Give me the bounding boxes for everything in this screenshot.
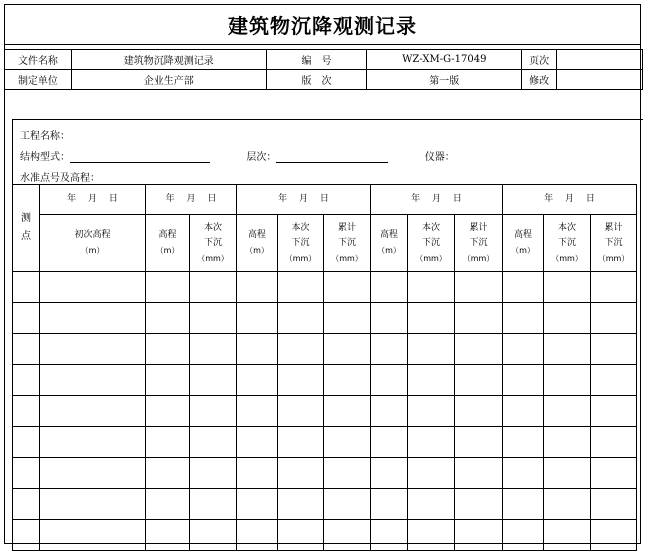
table-cell[interactable] [591, 520, 637, 551]
table-cell[interactable] [455, 365, 503, 396]
table-cell[interactable] [146, 489, 190, 520]
table-cell[interactable] [190, 303, 237, 334]
unit-mm-label: （mm） [551, 253, 583, 263]
elevation-label: 高程 [513, 230, 532, 240]
table-cell[interactable] [278, 334, 324, 365]
number-value: WZ-XM-G-17049 [367, 50, 522, 70]
table-cell[interactable] [237, 365, 278, 396]
date-row [13, 185, 637, 215]
table-cell[interactable] [13, 520, 40, 551]
table-cell[interactable] [278, 272, 324, 303]
table-cell[interactable] [544, 303, 591, 334]
table-cell[interactable] [13, 303, 40, 334]
table-cell[interactable] [324, 303, 371, 334]
table-cell[interactable] [278, 458, 324, 489]
table-cell[interactable] [324, 334, 371, 365]
table-cell[interactable] [455, 427, 503, 458]
table-cell[interactable] [324, 458, 371, 489]
structure-info-row [20, 148, 455, 163]
unit-m-label: （m） [377, 246, 401, 255]
unit-value: 企业生产部 [71, 70, 266, 90]
current-settle-header-2 [278, 215, 324, 272]
file-name-value: 建筑物沉降观测记录 [71, 50, 266, 70]
table-cell[interactable] [455, 334, 503, 365]
table-cell[interactable] [591, 396, 637, 427]
current-settle-label: 本次下沉 [421, 222, 440, 248]
table-cell[interactable] [40, 334, 146, 365]
table-cell[interactable] [146, 272, 190, 303]
table-cell[interactable] [503, 303, 544, 334]
table-cell[interactable] [544, 365, 591, 396]
table-cell[interactable] [40, 520, 146, 551]
date-cell-3: 年 月 日 [237, 185, 371, 215]
table-cell[interactable] [13, 396, 40, 427]
cumulative-settle-header-4 [591, 215, 637, 272]
point-label: 测点 [21, 213, 31, 242]
table-cell[interactable] [544, 489, 591, 520]
table-row [13, 489, 637, 520]
table-cell[interactable] [408, 334, 455, 365]
table-cell[interactable] [278, 396, 324, 427]
first-elevation-label: 初次高程 [74, 230, 111, 240]
elevation-label: 高程 [247, 230, 266, 240]
table-row [13, 520, 637, 551]
table-cell[interactable] [408, 365, 455, 396]
table-row [13, 334, 637, 365]
table-cell[interactable] [146, 427, 190, 458]
table-cell[interactable] [190, 365, 237, 396]
table-cell[interactable] [371, 303, 408, 334]
table-cell[interactable] [278, 489, 324, 520]
elevation-header-4 [503, 215, 544, 272]
table-cell[interactable] [278, 303, 324, 334]
table-cell[interactable] [40, 489, 146, 520]
table-cell[interactable] [503, 272, 544, 303]
table-cell[interactable] [13, 272, 40, 303]
table-cell[interactable] [13, 427, 40, 458]
point-header [13, 185, 40, 272]
current-settle-header-3 [408, 215, 455, 272]
table-cell[interactable] [237, 427, 278, 458]
page-value [557, 50, 643, 70]
revision-label: 修改 [522, 70, 557, 90]
structure-type-label: 结构型式： [20, 152, 70, 163]
header-row-1 [5, 50, 643, 70]
table-cell[interactable] [324, 365, 371, 396]
floor-label: 层次： [246, 152, 277, 163]
table-cell[interactable] [237, 396, 278, 427]
table-cell[interactable] [371, 458, 408, 489]
table-cell[interactable] [190, 458, 237, 489]
revision-value [557, 70, 643, 90]
table-cell[interactable] [408, 303, 455, 334]
number-label: 编 号 [266, 50, 367, 70]
table-cell[interactable] [591, 272, 637, 303]
cumulative-settle-label: 累计下沉 [469, 222, 488, 248]
table-cell[interactable] [237, 334, 278, 365]
structure-type-line [70, 151, 210, 163]
document-frame [4, 4, 641, 544]
unit-m-label: （m） [245, 246, 269, 255]
table-cell[interactable] [371, 272, 408, 303]
table-cell[interactable] [371, 520, 408, 551]
table-row [13, 272, 637, 303]
table-cell[interactable] [190, 396, 237, 427]
table-cell[interactable] [591, 365, 637, 396]
table-cell[interactable] [408, 396, 455, 427]
table-cell[interactable] [503, 520, 544, 551]
table-cell[interactable] [40, 396, 146, 427]
current-settle-label: 本次下沉 [203, 222, 222, 248]
current-settle-header-1 [190, 215, 237, 272]
table-cell[interactable] [408, 458, 455, 489]
table-cell[interactable] [503, 396, 544, 427]
table-cell[interactable] [190, 427, 237, 458]
table-cell[interactable] [13, 489, 40, 520]
table-cell[interactable] [278, 365, 324, 396]
table-cell[interactable] [237, 458, 278, 489]
version-value: 第一版 [367, 70, 522, 90]
table-cell[interactable] [324, 427, 371, 458]
table-cell[interactable] [190, 334, 237, 365]
table-cell[interactable] [146, 396, 190, 427]
file-name-label: 文件名称 [5, 50, 72, 70]
table-cell[interactable] [503, 427, 544, 458]
blank-rows [13, 272, 637, 551]
table-cell[interactable] [544, 396, 591, 427]
elevation-label: 高程 [379, 230, 398, 240]
table-cell[interactable] [146, 520, 190, 551]
table-cell[interactable] [371, 489, 408, 520]
table-row [13, 427, 637, 458]
date-cell-4: 年 月 日 [371, 185, 503, 215]
unit-mm-label: （mm） [197, 253, 229, 263]
table-cell[interactable] [146, 365, 190, 396]
table-cell[interactable] [544, 334, 591, 365]
table-cell[interactable] [13, 334, 40, 365]
table-row [13, 303, 637, 334]
table-row [13, 396, 637, 427]
table-cell[interactable] [40, 303, 146, 334]
unit-label: 制定单位 [5, 70, 72, 90]
current-settle-header-4 [544, 215, 591, 272]
date-cell-5: 年 月 日 [503, 185, 637, 215]
table-cell[interactable] [146, 303, 190, 334]
table-cell[interactable] [40, 272, 146, 303]
project-name-label: 工程名称： [20, 131, 70, 142]
table-cell[interactable] [455, 303, 503, 334]
table-cell[interactable] [408, 427, 455, 458]
unit-m-label: （m） [155, 246, 180, 255]
table-cell[interactable] [591, 303, 637, 334]
record-area [12, 119, 643, 539]
table-cell[interactable] [371, 396, 408, 427]
document-title: 建筑物沉降观测记录 [5, 5, 640, 45]
unit-m-label: （m） [80, 246, 105, 255]
table-cell[interactable] [591, 489, 637, 520]
table-cell[interactable] [544, 458, 591, 489]
table-cell[interactable] [190, 520, 237, 551]
table-cell[interactable] [408, 272, 455, 303]
table-cell[interactable] [591, 427, 637, 458]
table-cell[interactable] [13, 365, 40, 396]
cumulative-settle-header-3 [455, 215, 503, 272]
table-cell[interactable] [455, 272, 503, 303]
floor-line [276, 151, 388, 163]
table-cell[interactable] [455, 396, 503, 427]
header-row-2 [5, 70, 643, 90]
unit-mm-label: （mm） [597, 253, 630, 263]
table-cell[interactable] [324, 520, 371, 551]
table-cell[interactable] [455, 458, 503, 489]
unit-mm-label: （mm） [331, 253, 363, 263]
cumulative-settle-label: 累计下沉 [604, 222, 623, 248]
table-cell[interactable] [324, 489, 371, 520]
table-cell[interactable] [408, 489, 455, 520]
current-settle-label: 本次下沉 [557, 222, 576, 248]
table-cell[interactable] [591, 458, 637, 489]
header-table [4, 49, 643, 90]
date-cell-1: 年 月 日 [40, 185, 146, 215]
table-cell[interactable] [237, 520, 278, 551]
table-cell[interactable] [503, 334, 544, 365]
table-cell[interactable] [146, 334, 190, 365]
elevation-header-3 [371, 215, 408, 272]
table-cell[interactable] [544, 272, 591, 303]
table-cell[interactable] [278, 427, 324, 458]
column-header-row [13, 215, 637, 272]
table-cell[interactable] [544, 520, 591, 551]
table-row [13, 365, 637, 396]
table-cell[interactable] [237, 303, 278, 334]
table-cell[interactable] [371, 365, 408, 396]
table-cell[interactable] [40, 427, 146, 458]
table-cell[interactable] [408, 520, 455, 551]
table-cell[interactable] [324, 396, 371, 427]
table-cell[interactable] [503, 365, 544, 396]
unit-m-label: （m） [511, 246, 535, 255]
table-cell[interactable] [544, 427, 591, 458]
unit-mm-label: （mm） [415, 253, 447, 263]
table-cell[interactable] [503, 489, 544, 520]
elevation-label: 高程 [158, 230, 177, 240]
version-label: 版 次 [266, 70, 367, 90]
table-cell[interactable] [278, 520, 324, 551]
table-cell[interactable] [13, 458, 40, 489]
cumulative-settle-label: 累计下沉 [337, 222, 356, 248]
cumulative-settle-header-2 [324, 215, 371, 272]
instrument-label: 仪器： [424, 152, 455, 163]
date-cell-2: 年 月 日 [146, 185, 237, 215]
table-cell[interactable] [40, 365, 146, 396]
benchmark-label: 水准点号及高程： [20, 173, 100, 184]
table-cell[interactable] [455, 489, 503, 520]
first-elevation-header [40, 215, 146, 272]
table-cell[interactable] [591, 334, 637, 365]
elevation-header-1 [146, 215, 190, 272]
elevation-header-2 [237, 215, 278, 272]
table-cell[interactable] [190, 272, 237, 303]
unit-mm-label: （mm） [284, 253, 317, 263]
table-cell[interactable] [237, 272, 278, 303]
page-label: 页次 [522, 50, 557, 70]
table-cell[interactable] [146, 458, 190, 489]
table-cell[interactable] [237, 489, 278, 520]
table-cell[interactable] [371, 427, 408, 458]
table-cell[interactable] [371, 334, 408, 365]
table-cell[interactable] [190, 489, 237, 520]
table-cell[interactable] [503, 458, 544, 489]
unit-mm-label: （mm） [462, 253, 495, 263]
observation-table [12, 184, 637, 551]
table-cell[interactable] [324, 272, 371, 303]
table-cell[interactable] [40, 458, 146, 489]
table-row [13, 458, 637, 489]
current-settle-label: 本次下沉 [291, 222, 310, 248]
table-cell[interactable] [455, 520, 503, 551]
